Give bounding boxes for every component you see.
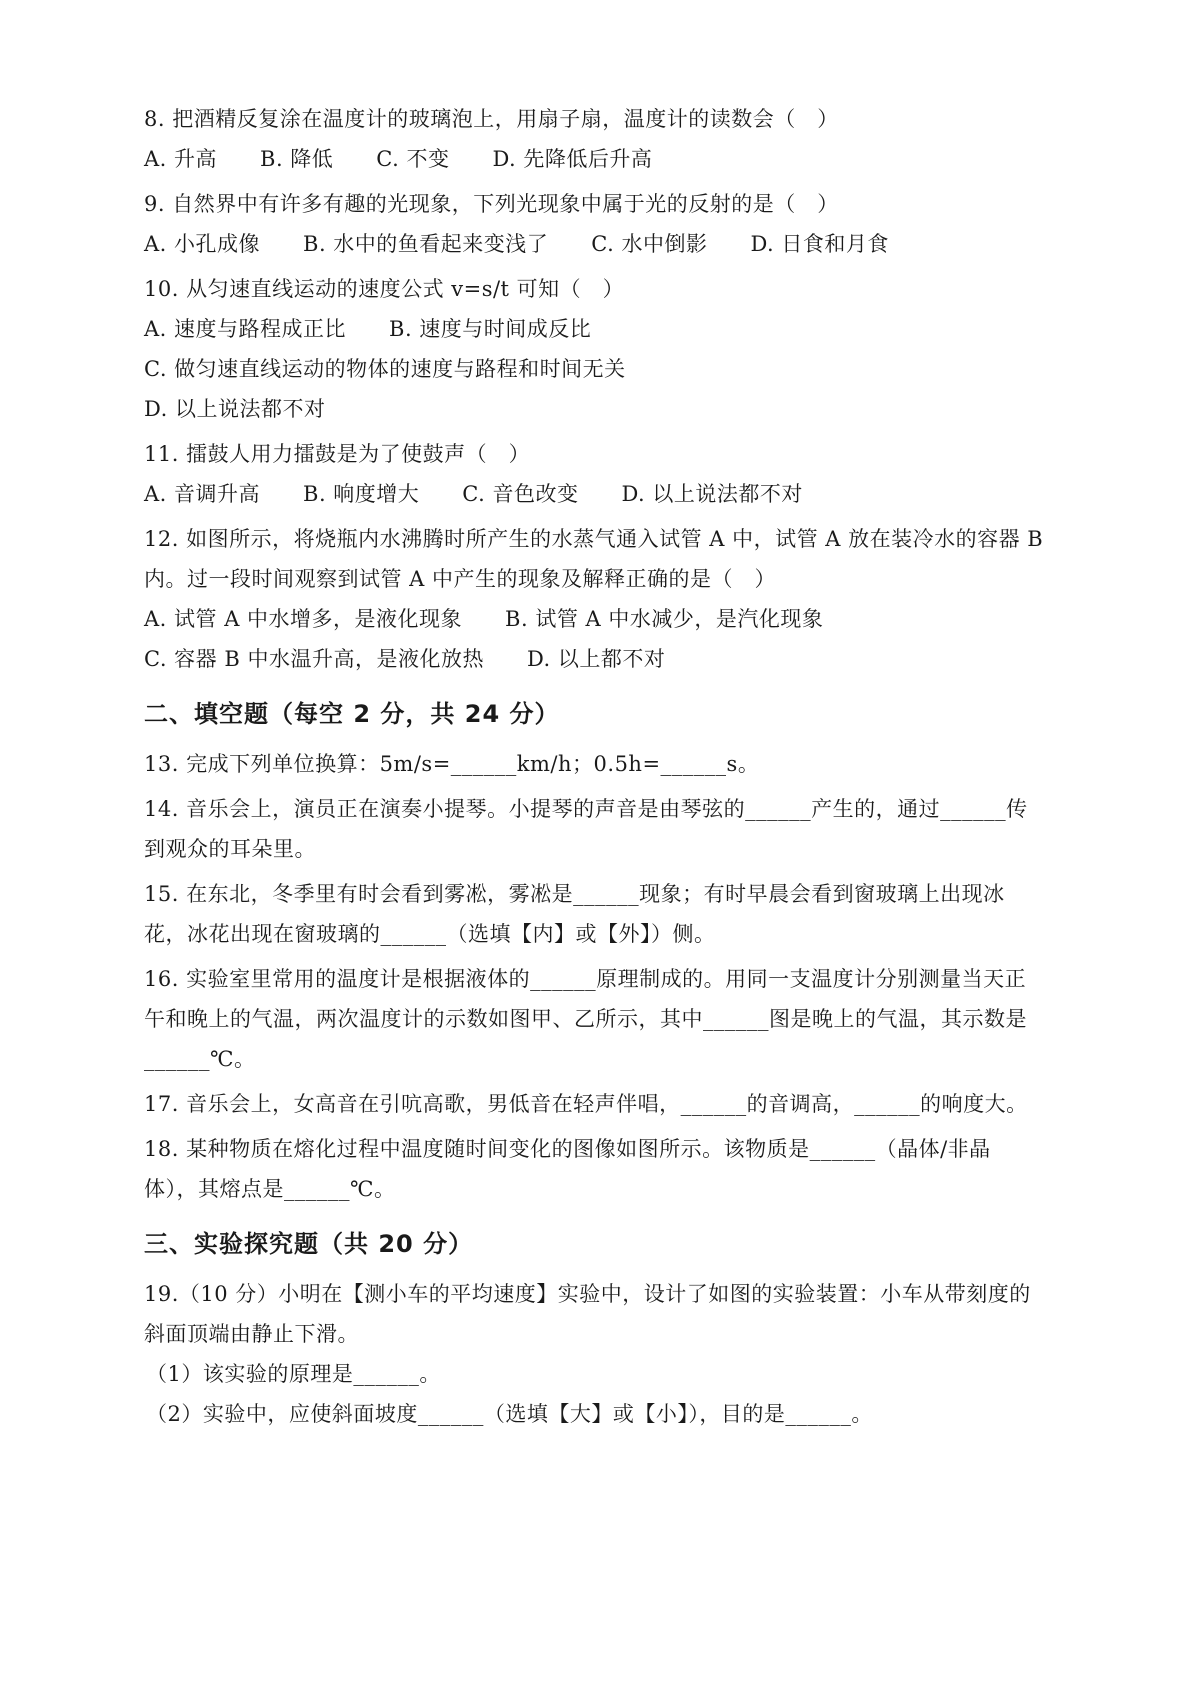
question-16-line3: ______℃。	[144, 1047, 256, 1071]
question-17: 17. 音乐会上，女高音在引吭高歌，男低音在轻声伴唱，______的音调高，______的响度大。	[144, 1092, 1028, 1116]
question-11-options: A. 音调升高 B. 响度增大 C. 音色改变 D. 以上说法都不对	[144, 482, 803, 506]
section-2-heading: 二、填空题（每空 2 分，共 24 分）	[144, 700, 560, 728]
question-14-line1: 14. 音乐会上，演员正在演奏小提琴。小提琴的声音是由琴弦的______产生的，通过______传	[144, 797, 1028, 821]
question-10-option-c: C. 做匀速直线运动的物体的速度与路程和时间无关	[144, 357, 626, 381]
question-9-options: A. 小孔成像 B. 水中的鱼看起来变浅了 C. 水中倒影 D. 日食和月食	[144, 232, 889, 256]
question-12-options-cd: C. 容器 B 中水温升高，是液化放热 D. 以上都不对	[144, 647, 666, 671]
question-16-line1: 16. 实验室里常用的温度计是根据液体的______原理制成的。用同一支温度计分别测量当天正	[144, 967, 1027, 991]
question-18-line2: 体），其熔点是______℃。	[144, 1177, 396, 1201]
question-12-stem-line1: 12. 如图所示，将烧瓶内水沸腾时所产生的水蒸气通入试管 A 中，试管 A 放在装冷水的容器 B	[144, 527, 1044, 551]
question-18-line1: 18. 某种物质在熔化过程中温度随时间变化的图像如图所示。该物质是______（晶体/非晶	[144, 1137, 991, 1161]
section-3-heading: 三、实验探究题（共 20 分）	[144, 1230, 474, 1258]
question-12-options-ab: A. 试管 A 中水增多，是液化现象 B. 试管 A 中水减少，是汽化现象	[144, 607, 824, 631]
question-13: 13. 完成下列单位换算：5m/s=______km/h；0.5h=______s。	[144, 752, 760, 776]
question-12-stem-line2: 内。过一段时间观察到试管 A 中产生的现象及解释正确的是（ ）	[144, 567, 777, 591]
question-19-line2: 斜面顶端由静止下滑。	[144, 1322, 359, 1346]
question-10-stem: 10. 从匀速直线运动的速度公式 v=s/t 可知（ ）	[144, 277, 625, 301]
question-10-options-ab: A. 速度与路程成正比 B. 速度与时间成反比	[144, 317, 592, 341]
question-9-stem: 9. 自然界中有许多有趣的光现象，下列光现象中属于光的反射的是（ ）	[144, 192, 839, 216]
question-19-part2: （2）实验中，应使斜面坡度______（选填【大】或【小】），目的是______。	[146, 1402, 873, 1426]
question-15-line2: 花，冰花出现在窗玻璃的______（选填【内】或【外】）侧。	[144, 922, 716, 946]
question-8-stem: 8. 把酒精反复涂在温度计的玻璃泡上，用扇子扇，温度计的读数会（ ）	[144, 107, 839, 131]
question-10-option-d: D. 以上说法都不对	[144, 397, 326, 421]
question-19-part1: （1）该实验的原理是______。	[146, 1362, 441, 1386]
question-16-line2: 午和晚上的气温，两次温度计的示数如图甲、乙所示，其中______图是晚上的气温，其示数是	[144, 1007, 1027, 1031]
question-14-line2: 到观众的耳朵里。	[144, 837, 316, 861]
question-11-stem: 11. 擂鼓人用力擂鼓是为了使鼓声（ ）	[144, 442, 531, 466]
question-8-options: A. 升高 B. 降低 C. 不变 D. 先降低后升高	[144, 147, 653, 171]
question-19-line1: 19.（10 分）小明在【测小车的平均速度】实验中，设计了如图的实验装置：小车从带刻度的	[144, 1282, 1031, 1306]
question-15-line1: 15. 在东北，冬季里有时会看到雾凇，雾凇是______现象；有时早晨会看到窗玻璃上出现冰	[144, 882, 1005, 906]
